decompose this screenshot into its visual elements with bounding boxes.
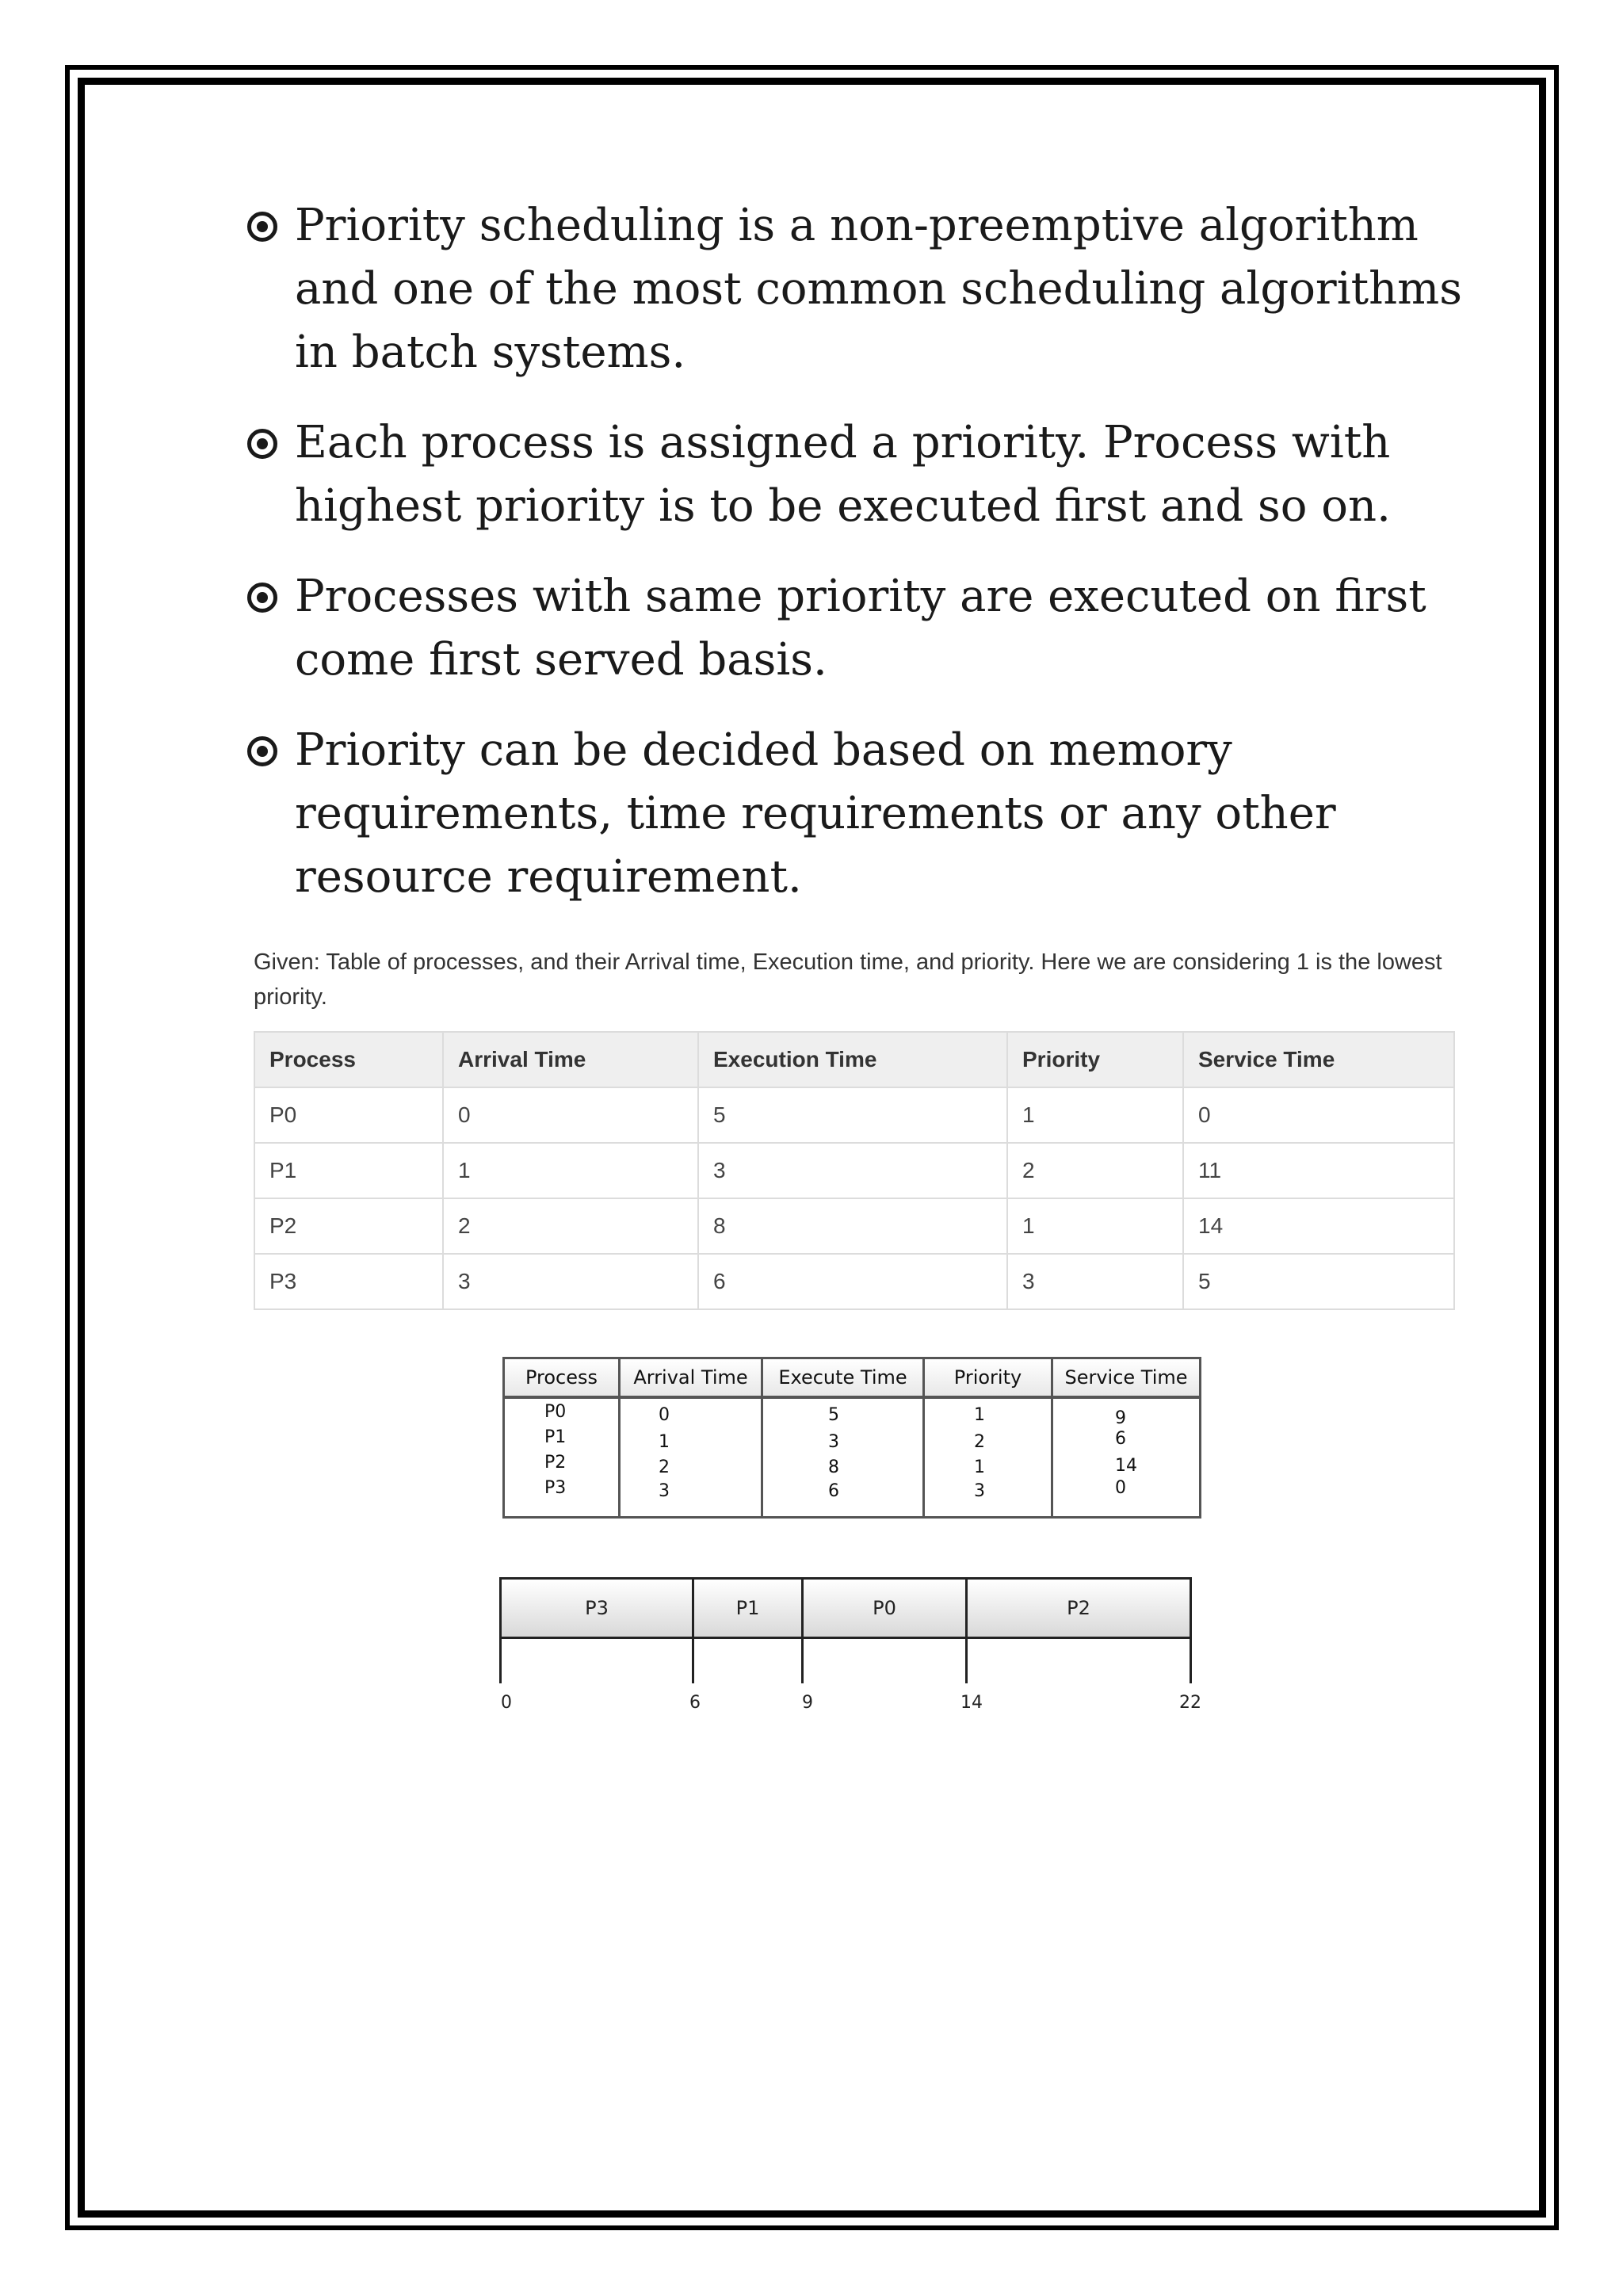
gantt-tick-label: 14 <box>960 1693 983 1713</box>
process-table <box>254 1031 1455 1310</box>
table-cell: 0 <box>1183 1087 1454 1143</box>
service-table-header-cell: Priority <box>925 1359 1053 1396</box>
given-text: Given: Table of processes, and their Arrival time, Execution time, and priority. Here we are considering 1 is the lowest priority. <box>254 949 1442 1010</box>
table-cell: 1 <box>1007 1087 1183 1143</box>
gantt-tick <box>801 1639 804 1683</box>
gantt-segment: P3 <box>499 1577 694 1639</box>
service-table-header <box>505 1359 1199 1399</box>
table-cell: 14 <box>1183 1198 1454 1254</box>
service-table-cell: 1 <box>974 1405 985 1425</box>
table-cell: P1 <box>254 1143 443 1198</box>
gantt-tick-label: 9 <box>802 1693 813 1713</box>
bullet-icon <box>247 736 277 766</box>
service-table-header-cell: Service Time <box>1053 1359 1199 1396</box>
table-header-cell: Execution Time <box>698 1032 1007 1087</box>
service-table-body <box>505 1399 1199 1516</box>
gantt-segment: P2 <box>965 1577 1192 1639</box>
gantt-tick <box>499 1639 502 1683</box>
bullet-icon <box>247 583 277 613</box>
table-cell: 8 <box>698 1198 1007 1254</box>
gantt-segment: P0 <box>801 1577 968 1639</box>
table-cell: 3 <box>1007 1254 1183 1309</box>
service-table-cell: 2 <box>974 1432 985 1452</box>
service-table-column <box>505 1399 621 1516</box>
bullet-item <box>247 565 1476 692</box>
bullet-text: Priority scheduling is a non-preemptive algorithm and one of the most common scheduling algorithms in batch systems. <box>295 200 1463 378</box>
service-table-cell: 3 <box>659 1481 670 1501</box>
table-cell: 3 <box>698 1143 1007 1198</box>
gantt-tick <box>965 1639 968 1683</box>
service-table-cell: 0 <box>659 1405 670 1425</box>
service-table-column <box>763 1399 925 1516</box>
service-table-column <box>925 1399 1053 1516</box>
bullet-item <box>247 194 1476 384</box>
bullet-text: Processes with same priority are executed on first come first served basis. <box>295 571 1426 686</box>
gantt-tick-label: 22 <box>1179 1693 1201 1713</box>
table-cell: 2 <box>1007 1143 1183 1198</box>
bullet-text: Each process is assigned a priority. Process with highest priority is to be executed first and so on. <box>295 417 1391 532</box>
gantt-tick <box>692 1639 694 1683</box>
table-row <box>254 1254 1454 1309</box>
table-cell: 1 <box>1007 1198 1183 1254</box>
service-table-cell: P3 <box>544 1478 567 1498</box>
table-cell: 3 <box>443 1254 698 1309</box>
table-cell: 1 <box>443 1143 698 1198</box>
bullet-list <box>247 194 1476 936</box>
gantt-tick-label: 0 <box>501 1693 512 1713</box>
bullet-icon <box>247 212 277 242</box>
service-table-cell: 14 <box>1115 1456 1137 1476</box>
table-row <box>254 1087 1454 1143</box>
service-table-cell: 8 <box>828 1457 839 1477</box>
table-row <box>254 1143 1454 1198</box>
table-header-cell: Arrival Time <box>443 1032 698 1087</box>
service-table-header-cell: Process <box>505 1359 621 1396</box>
service-table-cell: 5 <box>828 1405 839 1425</box>
service-table-header-cell: Arrival Time <box>621 1359 763 1396</box>
table-cell: 2 <box>443 1198 698 1254</box>
gantt-tick-label: 6 <box>689 1693 701 1713</box>
service-table-cell: P0 <box>544 1402 567 1422</box>
service-table-column <box>1053 1399 1199 1516</box>
service-table-header-cell: Execute Time <box>763 1359 925 1396</box>
service-table-cell: 2 <box>659 1457 670 1477</box>
bullet-icon <box>247 429 277 459</box>
service-table-cell: 1 <box>659 1432 670 1452</box>
table-header-cell: Priority <box>1007 1032 1183 1087</box>
table-cell: P3 <box>254 1254 443 1309</box>
gantt-tick <box>1190 1639 1192 1683</box>
table-cell: 5 <box>1183 1254 1454 1309</box>
table-cell: 5 <box>698 1087 1007 1143</box>
service-table-column <box>621 1399 763 1516</box>
service-table-cell: 3 <box>974 1481 985 1501</box>
table-header-cell: Service Time <box>1183 1032 1454 1087</box>
service-table-cell: 0 <box>1115 1478 1126 1498</box>
table-cell: 6 <box>698 1254 1007 1309</box>
gantt-chart <box>499 1577 1201 1736</box>
table-cell: P0 <box>254 1087 443 1143</box>
service-table-cell: 9 <box>1115 1408 1126 1428</box>
gantt-segment: P1 <box>692 1577 804 1639</box>
service-time-table <box>502 1357 1201 1519</box>
table-header-cell: Process <box>254 1032 443 1087</box>
bullet-item <box>247 411 1476 538</box>
table-header-row <box>254 1032 1454 1087</box>
table-cell: 11 <box>1183 1143 1454 1198</box>
service-table-cell: 6 <box>1115 1429 1126 1449</box>
service-table-cell: P2 <box>544 1453 567 1473</box>
bullet-item <box>247 719 1476 909</box>
service-table-cell: P1 <box>544 1427 567 1447</box>
table-cell: P2 <box>254 1198 443 1254</box>
bullet-text: Priority can be decided based on memory requirements, time requirements or any other resource requirement. <box>295 724 1336 903</box>
table-row <box>254 1198 1454 1254</box>
service-table-cell: 1 <box>974 1457 985 1477</box>
table-cell: 0 <box>443 1087 698 1143</box>
service-table-cell: 6 <box>828 1481 839 1501</box>
service-table-cell: 3 <box>828 1432 839 1452</box>
